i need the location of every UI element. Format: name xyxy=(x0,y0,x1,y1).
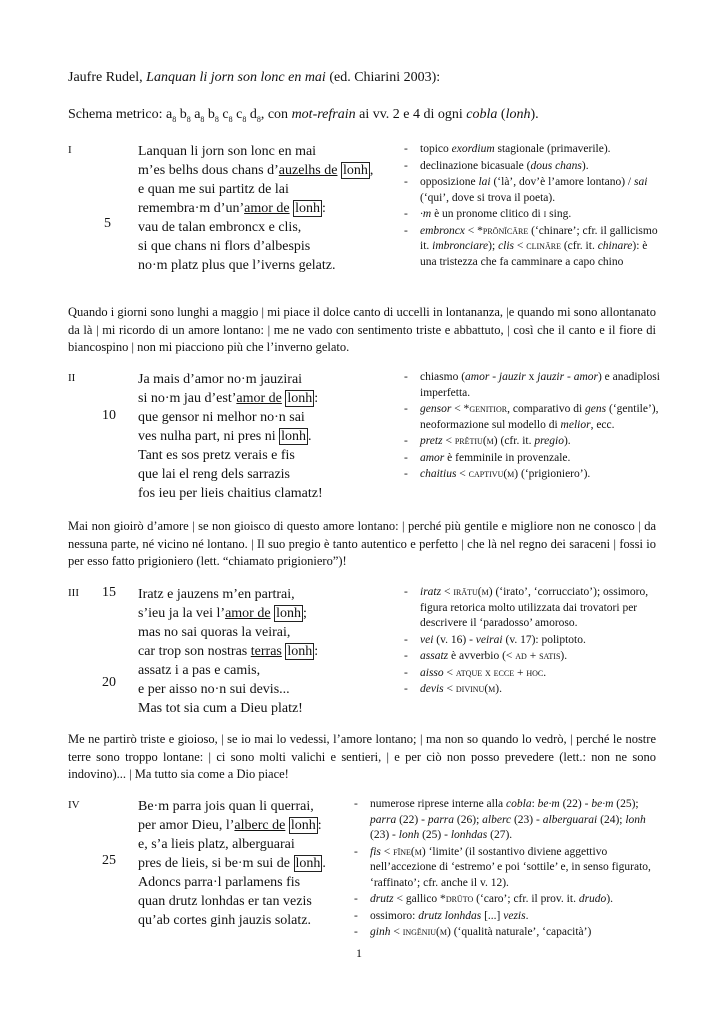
schema-after: ai vv. 2 e 4 di ogni xyxy=(355,107,467,122)
boxed-word: lonh xyxy=(281,429,307,444)
boxed-word: lonh xyxy=(287,391,313,406)
verse: que lai el reng dels sarrazis xyxy=(138,467,290,482)
verse: si que chans ni flors d’albespis xyxy=(138,239,311,254)
verse: Adoncs parra·l parlamens fis xyxy=(138,875,301,890)
verses xyxy=(138,585,318,718)
stanza-4 xyxy=(68,797,668,947)
verse xyxy=(138,816,326,835)
notes xyxy=(354,797,666,942)
page-number: 1 xyxy=(356,946,362,960)
verse: Ja mais d’amor no·m jauzirai xyxy=(138,372,303,387)
translation-paragraph: Me ne partirò triste e gioioso, | se io mai lo vedessi, l’amore lontano; | ma non so quando lo vedrò, | perché le nostre terre sono troppo lontane: | ci sono molti valichi e sentieri, | e per ciò non posso prevedere (lett.: non ne sono indovino)... | Ma tutto sia come a Dio piace! xyxy=(68,732,656,781)
verse: Be·m parra jois quan li querrai, xyxy=(138,799,314,814)
note: - chaitius < captivu(m) (‘prigioniero’). xyxy=(404,467,666,483)
note: - chiasmo (amor - jauzir x jauzir - amor) e anadiplosi imperfetta. xyxy=(404,370,666,401)
stanza-3 xyxy=(68,585,668,720)
verse-text: si no·m jau d’est’ xyxy=(138,391,237,406)
verse-text: s’ieu ja la vei l’ xyxy=(138,606,226,621)
schema-label: Schema metrico: xyxy=(68,107,166,122)
verse: e, s’a lieis platz, alberguarai xyxy=(138,837,295,852)
verse xyxy=(138,199,373,218)
verse: mas no sai quoras la veirai, xyxy=(138,625,291,640)
line-number: 15 xyxy=(102,585,116,600)
stanza-roman: IV xyxy=(68,799,80,811)
verse: qu’ab cortes ginh jauzis solatz. xyxy=(138,913,312,928)
notes xyxy=(404,585,666,699)
schema-refrain: mot-refrain xyxy=(291,107,356,122)
stanza-roman: II xyxy=(68,372,76,384)
verse xyxy=(138,642,318,661)
notes xyxy=(404,142,666,271)
boxed-word: lonh xyxy=(290,818,316,833)
verse xyxy=(138,389,323,408)
verse: quan drutz lonhdas er tan vezis xyxy=(138,894,312,909)
verse-text: remembra·m d’un’ xyxy=(138,201,245,216)
verse-punct: : xyxy=(314,391,319,406)
verse xyxy=(138,604,318,623)
verse xyxy=(138,427,323,446)
line-number: 25 xyxy=(102,853,116,868)
verse-text: m’es belhs dous chans d’ xyxy=(138,163,279,178)
notes xyxy=(404,370,666,484)
schema-text: , con xyxy=(260,107,292,122)
underlined-text: amor de xyxy=(225,606,271,621)
note: - devis < divinu(m). xyxy=(404,682,666,698)
note: - gensor < *genitior, comparativo di gens (‘gentile’), neoformazione sul modello di melior, ecc. xyxy=(404,402,666,433)
verse-punct: ; xyxy=(302,606,307,621)
note: - declinazione bicasuale (dous chans). xyxy=(404,159,666,175)
note: - assatz è avverbio (< ad + satis). xyxy=(404,649,666,665)
boxed-word: lonh xyxy=(295,856,321,871)
schema-cobla: cobla xyxy=(466,107,498,122)
note: - numerose riprese interne alla cobla: be·m (22) - be·m (25); parra (22) - parra (26); alberc (23) - alberguarai (24); lonh (23) - lonh (25) - lonhdas (27). xyxy=(354,797,666,844)
note: - drutz < gallico *drūto (‘caro’; cfr. il prov. it. drudo). xyxy=(354,892,666,908)
schema-formula: $a_8$ $b_8$ $a_8$ $b_8$ $c_8$ $c_8$ $d_8$ xyxy=(165,107,261,124)
verse xyxy=(138,161,373,180)
verse-punct: : xyxy=(317,818,322,833)
underlined-text: amor de xyxy=(244,201,290,216)
note: - embroncx < *prōnĭcāre (‘chinare’; cfr. il gallicismo it. imbronciare); clis < clināre (cfr. it. chinare): è una tristezza che fa camminare a capo chino xyxy=(404,224,666,271)
stanza-roman: I xyxy=(68,144,72,156)
verses xyxy=(138,142,373,275)
verse: Mas tot sia cum a Dieu platz! xyxy=(138,701,303,716)
stanza-2 xyxy=(68,370,668,505)
note: - fis < fīne(m) ‘limite’ (il sostantivo diviene aggettivo nell’accezione di ‘estremo’ e poi ‘sottile’ e, in senso figurato, ‘raffinato’; cfr. anche il v. 12). xyxy=(354,845,666,892)
verse: no·m platz plus que l’iverns gelatz. xyxy=(138,258,336,273)
verses xyxy=(138,370,323,503)
boxed-word: lonh xyxy=(287,644,313,659)
note: - ginh < ingĕniu(m) (‘qualità naturale’, ‘capacità’) xyxy=(354,925,666,941)
verse-punct: . xyxy=(322,856,326,871)
verse-punct: . xyxy=(308,429,312,444)
verse: e quan me sui partitz de lai xyxy=(138,182,289,197)
note: - opposizione lai (‘là’, dov’è l’amore lontano) / sai (‘qui’, dove si trova il poeta). xyxy=(404,175,666,206)
author: Jaufre Rudel, xyxy=(68,70,147,85)
note: - iratz < irātu(m) (‘irato’, ‘corrucciato’); ossimoro, figura retorica molto utilizzata dai trovatori per descrivere il ‘paradosso’ amoroso. xyxy=(404,585,666,632)
translation-paragraph: Quando i giorni sono lunghi a maggio | mi piace il dolce canto di uccelli in lontananza, |e quando mi sono allontanato da là | mi ricordo di un amore lontano: | me ne vado con sentimento triste e abbattuto, | così che il canto e il fiore di biancospino | non mi piacciono più che l’inverno gelato. xyxy=(68,305,656,354)
verse: Lanquan li jorn son lonc en mai xyxy=(138,144,317,159)
underlined-text: amor de xyxy=(236,391,282,406)
verses xyxy=(138,797,326,930)
verse-text: per amor Dieu, l’ xyxy=(138,818,235,833)
line-number: 20 xyxy=(102,675,116,690)
schema-lonh: lonh xyxy=(505,107,531,122)
note: - vei (v. 16) - veirai (v. 17): poliptoto. xyxy=(404,633,666,649)
underlined-text: alberc de xyxy=(234,818,286,833)
line-number: 10 xyxy=(102,408,116,423)
note: - amor è femminile in provenzale. xyxy=(404,451,666,467)
schema-line xyxy=(68,107,539,124)
verse-text: pres de lieis, si be·m sui de xyxy=(138,856,294,871)
verse-punct: : xyxy=(322,201,326,216)
edition: (ed. Chiarini 2003): xyxy=(325,70,441,85)
verse-punct: , xyxy=(369,163,374,178)
note: - topico exordium stagionale (primaverile). xyxy=(404,142,666,158)
note: - pretz < prĕtiu(m) (cfr. it. pregio). xyxy=(404,434,666,450)
verse: que gensor ni melhor no·n sai xyxy=(138,410,305,425)
schema-paren-close: ). xyxy=(530,107,539,122)
stanza-roman: III xyxy=(68,587,79,599)
verse-punct: : xyxy=(314,644,319,659)
stanza-1 xyxy=(68,142,668,292)
verse-text: car trop son nostras xyxy=(138,644,251,659)
verse: e per aisso no·n sui devis... xyxy=(138,682,290,697)
verse: assatz i a pas e camis, xyxy=(138,663,261,678)
boxed-word: lonh xyxy=(295,201,320,216)
underlined-text: auzelhs de xyxy=(278,163,338,178)
verse: Iratz e jauzens m’en partrai, xyxy=(138,587,295,602)
boxed-word: lonh xyxy=(276,606,301,621)
note: - ·m è un pronome clitico di i sing. xyxy=(404,207,666,223)
boxed-word: lonh xyxy=(342,163,368,178)
translation-paragraph: Mai non gioirò d’amore | se non gioisco di questo amore lontano: | perché più gentile e migliore non ne conosco | da nessuna parte, né vicino né lontano. | Il suo pregio è tanto autentico e perfetto | che là nel regno dei saraceni | fossi io per esso fatto prigioniero (lett. “chiamato prigioniero”)! xyxy=(68,519,656,568)
note: - aisso < atque x ecce + hoc. xyxy=(404,666,666,682)
poem-title: Lanquan li jorn son lonc en mai xyxy=(146,70,326,85)
line-number: 5 xyxy=(104,216,111,231)
schema-paren-open: ( xyxy=(497,107,506,122)
verse: Tant es sos pretz verais e fis xyxy=(138,448,295,463)
note: - ossimoro: drutz lonhdas [...] vezis. xyxy=(354,909,666,925)
underlined-text: terras xyxy=(250,644,282,659)
verse: vau de talan embroncx e clis, xyxy=(138,220,302,235)
verse: fos ieu per lieis chaitius clamatz! xyxy=(138,486,323,501)
verse-text: ves nulha part, ni pres ni xyxy=(138,429,280,444)
verse xyxy=(138,854,326,873)
header-line xyxy=(68,70,440,86)
